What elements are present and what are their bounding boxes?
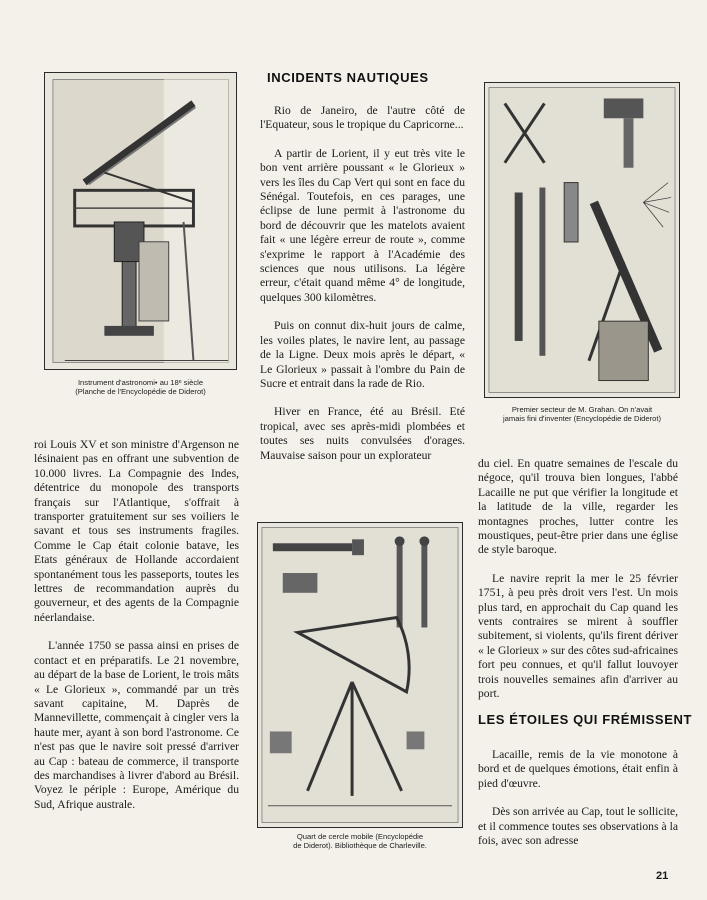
- telescope-engraving: [45, 73, 236, 369]
- sector-caption-line2: jamais fini d'inventer (Encyclopédie de Diderot): [502, 414, 662, 423]
- quadrant-caption-line1: Quart de cercle mobile (Encyclopédie: [296, 832, 424, 841]
- telescope-illustration: [44, 72, 237, 370]
- middle-paragraph-4: Hiver en France, été au Brésil. Eté tropical, avec ses après-midi plombées et toutes ses nuits convulsées d'orages. Mauvaise saison pour un explorateur: [260, 405, 465, 462]
- quadrant-engraving: [258, 523, 462, 827]
- middle-paragraph-1: Rio de Janeiro, de l'autre côté de l'Equateur, sous le tropique du Capricorne...: [260, 104, 465, 132]
- sector-illustration: [484, 82, 680, 398]
- column-right-upper: [478, 457, 678, 702]
- telescope-caption-line2: (Planche de l'Encyclopédie de Diderot): [75, 387, 206, 396]
- column-middle: [260, 104, 465, 463]
- middle-paragraph-3: Puis on connut dix-huit jours de calme, les voiles plates, le navire lent, au passage de la Ligne. Deux mois après le départ, « Le Glorieux » passait à l'ombre du Pain de Sucre et entrait dans la rade de Rio.: [260, 319, 465, 390]
- quadrant-illustration: [257, 522, 463, 828]
- sector-caption-line1: Premier secteur de M. Grahan. On n'avait: [511, 405, 653, 414]
- quadrant-caption-line2: de Diderot). Bibliothèque de Charleville.: [293, 841, 427, 850]
- quadrant-caption: [257, 832, 463, 850]
- sector-caption: [474, 405, 690, 423]
- right-paragraph-3: Lacaille, remis de la vie monotone à bord et de quelques émotions, était enfin à pied d'œuvre.: [478, 748, 678, 790]
- telescope-caption-line1: Instrument d'astronomi• au 18ᵉ siècle: [77, 378, 204, 387]
- telescope-caption: [44, 378, 237, 396]
- middle-paragraph-2: A partir de Lorient, il y eut très vite le bon vent arrière poussant « le Glorieux » vers les îles du Cap Vert qui sont en face du Sénégal. Toutefois, en ces parages, une éclipse de lune permit à l'astronome du bord de découvrir que les matelots avaient fait « une légère erreur de route », comme s'exprime le rapport à l'Académie des sciences que nous utilisons. La légère erreur, c'était quand même 4° de longitude, quelques 300 kilomètres.: [260, 146, 465, 304]
- column-right-lower: [478, 748, 678, 848]
- section-heading-incidents: INCIDENTS NAUTIQUES: [267, 70, 429, 85]
- right-paragraph-2: Le navire reprit la mer le 25 février 1751, à peu près droit vers l'est. Un mois plus tard, en approchait du Cap quand les vents contraires se mirent à souffler subitement, si violents, qu'ils firent dériver « le Glorieux » sur des côtes sud-africaines fort peu connues, et qu'il fallut louvoyer trois nouvelles semaines afin d'arriver au port.: [478, 571, 678, 701]
- left-paragraph-1: roi Louis XV et son ministre d'Argenson ne lésinaient pas en offrant une subvention de 10.000 livres. La Compagnie des Indes, détentrice du monopole des transports français sur l'Atlantique, s'offrait à transporter gratuitement sur ses voiliers le savant et tous ses instruments fragiles. Comme le Cap était colonie batave, les Etats généraux de Hollande accordaient spontanément tous les passeports, toutes les lettres de recommandation auprès du gouverneur, et des agents de la Compagnie néerlandaise.: [34, 438, 239, 624]
- right-paragraph-1: du ciel. En quatre semaines de l'escale du négoce, qu'il trouva bien longues, l'abbé Lacaille ne put que vérifier la longitude et la latitude de la ville, regarder les montagnes proches, lutter contre les moustiques, peut-être prier dans une église de style baroque.: [478, 457, 678, 557]
- right-paragraph-4: Dès son arrivée au Cap, tout le sollicite, et il commence toutes ses observations à la fois, avec son adresse: [478, 805, 678, 848]
- column-left: [34, 438, 239, 812]
- sector-engraving: [485, 83, 679, 397]
- section-heading-etoiles: LES ÉTOILES QUI FRÉMISSENT: [478, 712, 692, 727]
- page-number: 21: [656, 870, 669, 882]
- left-paragraph-2: L'année 1750 se passa ainsi en prises de contact et en préparatifs. Le 21 novembre, au départ de la base de Lorient, le trois mâts « Le Glorieux », commandé par un très savant capitaine, M. Daprès de Mannevillette, commençait à cingler vers la haute mer, ayant à son bord l'astronome. Ce n'est pas que le navire soit pressé d'arriver au Cap : bateau de commerce, il transporte des marchandises à livrer d'abord au Brésil. Voyez le périple : Europe, Amérique du Sud, Afrique australe.: [34, 639, 239, 811]
